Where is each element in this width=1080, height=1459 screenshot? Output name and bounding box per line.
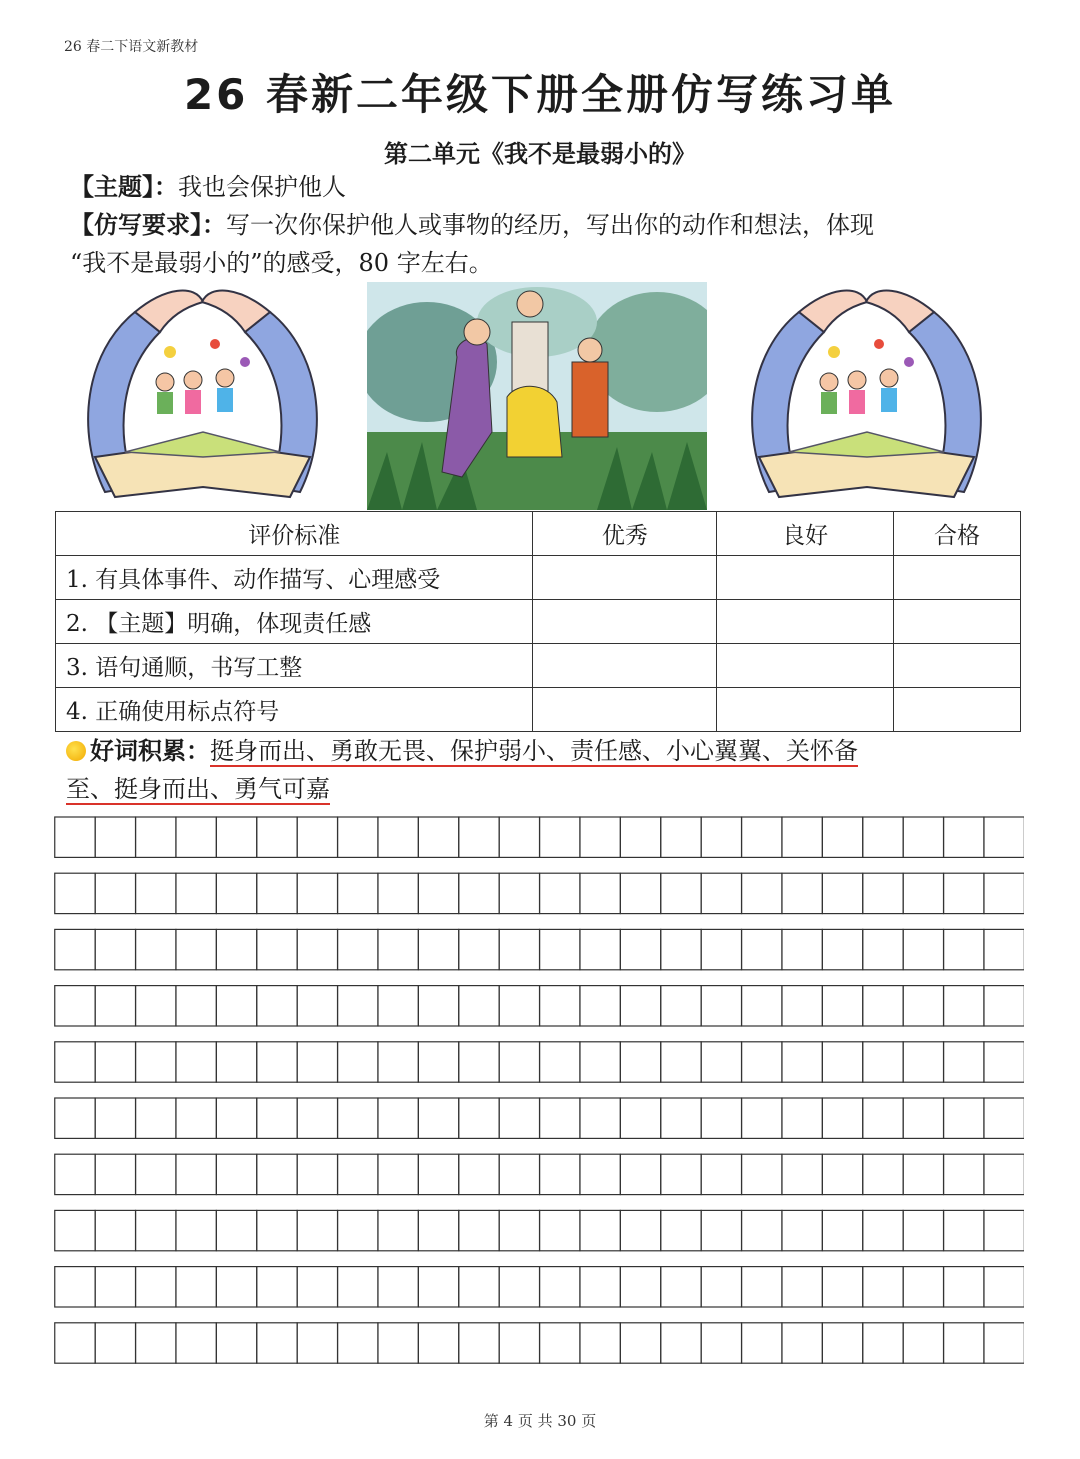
yellow-dot-icon [66, 741, 86, 761]
grid-cell[interactable] [176, 986, 216, 1026]
grid-cell[interactable] [459, 1267, 499, 1307]
page-number: 第 4 页 共 30 页 [483, 1412, 597, 1430]
grid-cell[interactable] [176, 1154, 216, 1194]
excellent-cell[interactable] [533, 644, 717, 688]
grid-cell[interactable] [55, 929, 95, 969]
table-row [56, 600, 1021, 644]
grid-cell[interactable] [944, 1323, 984, 1363]
grid-cell[interactable] [944, 817, 984, 857]
grid-cell[interactable] [822, 1210, 862, 1250]
grid-cell[interactable] [55, 1042, 95, 1082]
header-excellent: 优秀 [533, 512, 717, 556]
grid-cell[interactable] [216, 929, 256, 969]
grid-cell[interactable] [661, 929, 701, 969]
grid-cell[interactable] [540, 1098, 580, 1138]
grid-cell[interactable] [701, 1098, 741, 1138]
grid-cell[interactable] [580, 1210, 620, 1250]
grid-cell[interactable] [95, 1154, 135, 1194]
grid-cell[interactable] [822, 1323, 862, 1363]
grid-cell[interactable] [176, 1267, 216, 1307]
grid-cell[interactable] [297, 1154, 337, 1194]
grid-cell[interactable] [297, 1267, 337, 1307]
grid-cell[interactable] [742, 1154, 782, 1194]
grid-cell[interactable] [55, 1267, 95, 1307]
excellent-cell[interactable] [533, 688, 717, 732]
table-row [56, 644, 1021, 688]
pass-cell[interactable] [894, 688, 1021, 732]
grid-cell[interactable] [782, 1154, 822, 1194]
criterion-text: 4. 正确使用标点符号 [56, 688, 533, 732]
grid-cell[interactable] [822, 1042, 862, 1082]
grid-cell[interactable] [742, 1210, 782, 1250]
grid-cell[interactable] [176, 1210, 216, 1250]
grid-cell[interactable] [863, 986, 903, 1026]
grid-cell[interactable] [580, 1267, 620, 1307]
grid-cell[interactable] [701, 1210, 741, 1250]
good-cell[interactable] [717, 688, 894, 732]
grid-cell[interactable] [903, 929, 943, 969]
grid-cell[interactable] [742, 986, 782, 1026]
grid-cell[interactable] [580, 986, 620, 1026]
grid-row[interactable] [55, 873, 1024, 913]
grid-cell[interactable] [378, 873, 418, 913]
grid-cell[interactable] [984, 873, 1024, 913]
grid-cell[interactable] [95, 986, 135, 1026]
good-cell[interactable] [717, 556, 894, 600]
grid-cell[interactable] [822, 817, 862, 857]
grid-row[interactable] [55, 1210, 1024, 1250]
grid-cell[interactable] [782, 1098, 822, 1138]
grid-cell[interactable] [499, 1210, 539, 1250]
grid-cell[interactable] [782, 1042, 822, 1082]
grid-cell[interactable] [176, 929, 216, 969]
grid-cell[interactable] [257, 1098, 297, 1138]
grid-cell[interactable] [418, 1042, 458, 1082]
grid-cell[interactable] [55, 986, 95, 1026]
grid-cell[interactable] [499, 1042, 539, 1082]
grid-cell[interactable] [742, 1042, 782, 1082]
grid-cell[interactable] [216, 817, 256, 857]
grid-cell[interactable] [782, 1267, 822, 1307]
grid-cell[interactable] [176, 817, 216, 857]
unit-title: 第二单元《我不是最弱小的》 [384, 140, 696, 168]
grid-cell[interactable] [782, 1323, 822, 1363]
grid-cell[interactable] [378, 1323, 418, 1363]
grid-cell[interactable] [540, 1042, 580, 1082]
theme-line [70, 168, 1020, 206]
grid-cell[interactable] [338, 986, 378, 1026]
good-words-label: 好词积累： [90, 737, 210, 765]
grid-cell[interactable] [701, 873, 741, 913]
grid-cell[interactable] [742, 817, 782, 857]
grid-cell[interactable] [944, 1154, 984, 1194]
grid-cell[interactable] [459, 1210, 499, 1250]
grid-cell[interactable] [338, 817, 378, 857]
grid-cell[interactable] [984, 1323, 1024, 1363]
family-forest-illustration [367, 282, 707, 510]
grid-cell[interactable] [620, 1323, 660, 1363]
table-row [56, 688, 1021, 732]
grid-cell[interactable] [95, 1210, 135, 1250]
grid-cell[interactable] [540, 873, 580, 913]
protect-children-illustration-right [739, 282, 994, 504]
pass-cell[interactable] [894, 644, 1021, 688]
grid-cell[interactable] [903, 1042, 943, 1082]
grid-cell[interactable] [378, 986, 418, 1026]
grid-row[interactable] [55, 1323, 1024, 1363]
grid-cell[interactable] [742, 1098, 782, 1138]
theme-text: 我也会保护他人 [178, 173, 346, 201]
grid-cell[interactable] [944, 1042, 984, 1082]
grid-cell[interactable] [822, 873, 862, 913]
evaluation-header-row [56, 512, 1021, 556]
grid-cell[interactable] [540, 929, 580, 969]
grid-cell[interactable] [984, 1210, 1024, 1250]
grid-cell[interactable] [136, 1098, 176, 1138]
grid-cell[interactable] [338, 1323, 378, 1363]
grid-cell[interactable] [95, 817, 135, 857]
grid-row[interactable] [55, 1042, 1024, 1082]
grid-cell[interactable] [903, 817, 943, 857]
criterion-text: 2. 【主题】明确，体现责任感 [56, 600, 533, 644]
grid-cell[interactable] [55, 873, 95, 913]
pass-cell[interactable] [894, 600, 1021, 644]
table-row [56, 556, 1021, 600]
grid-cell[interactable] [944, 1210, 984, 1250]
grid-cell[interactable] [216, 1267, 256, 1307]
grid-cell[interactable] [216, 873, 256, 913]
grid-cell[interactable] [701, 817, 741, 857]
grid-cell[interactable] [378, 1154, 418, 1194]
page-title: 26 春新二年级下册全册仿写练习单 [183, 70, 897, 119]
good-cell[interactable] [717, 600, 894, 644]
grid-cell[interactable] [903, 1267, 943, 1307]
grid-cell[interactable] [55, 1323, 95, 1363]
grid-cell[interactable] [580, 929, 620, 969]
grid-cell[interactable] [257, 1154, 297, 1194]
grid-cell[interactable] [459, 1154, 499, 1194]
grid-cell[interactable] [984, 817, 1024, 857]
grid-cell[interactable] [136, 1210, 176, 1250]
grid-cell[interactable] [136, 1042, 176, 1082]
criterion-text: 3. 语句通顺，书写工整 [56, 644, 533, 688]
grid-cell[interactable] [418, 817, 458, 857]
grid-cell[interactable] [95, 1042, 135, 1082]
protect-children-illustration-left [75, 282, 330, 504]
grid-cell[interactable] [338, 1098, 378, 1138]
grid-cell[interactable] [257, 1042, 297, 1082]
grid-cell[interactable] [257, 817, 297, 857]
good-words-block [66, 732, 1020, 808]
grid-cell[interactable] [338, 873, 378, 913]
grid-cell[interactable] [903, 986, 943, 1026]
grid-cell[interactable] [297, 1323, 337, 1363]
grid-cell[interactable] [257, 1323, 297, 1363]
grid-cell[interactable] [136, 1267, 176, 1307]
grid-cell[interactable] [782, 1210, 822, 1250]
header-criteria: 评价标准 [56, 512, 533, 556]
grid-cell[interactable] [701, 986, 741, 1026]
grid-cell[interactable] [499, 929, 539, 969]
grid-cell[interactable] [620, 817, 660, 857]
grid-cell[interactable] [418, 986, 458, 1026]
grid-cell[interactable] [459, 873, 499, 913]
excellent-cell[interactable] [533, 556, 717, 600]
grid-cell[interactable] [540, 986, 580, 1026]
grid-cell[interactable] [701, 1042, 741, 1082]
grid-cell[interactable] [136, 986, 176, 1026]
grid-cell[interactable] [540, 817, 580, 857]
grid-cell[interactable] [903, 1154, 943, 1194]
grid-cell[interactable] [95, 1098, 135, 1138]
grid-cell[interactable] [95, 873, 135, 913]
grid-cell[interactable] [944, 1098, 984, 1138]
grid-row[interactable] [55, 1154, 1024, 1194]
grid-cell[interactable] [580, 1098, 620, 1138]
grid-cell[interactable] [863, 1210, 903, 1250]
grid-cell[interactable] [742, 1267, 782, 1307]
grid-cell[interactable] [55, 1210, 95, 1250]
grid-cell[interactable] [257, 1267, 297, 1307]
grid-cell[interactable] [661, 873, 701, 913]
grid-cell[interactable] [297, 1210, 337, 1250]
grid-cell[interactable] [863, 873, 903, 913]
grid-cell[interactable] [297, 986, 337, 1026]
header-good: 良好 [717, 512, 894, 556]
grid-cell[interactable] [216, 1098, 256, 1138]
grid-cell[interactable] [620, 1042, 660, 1082]
grid-cell[interactable] [297, 817, 337, 857]
grid-cell[interactable] [55, 817, 95, 857]
grid-cell[interactable] [499, 1323, 539, 1363]
grid-cell[interactable] [378, 1042, 418, 1082]
grid-cell[interactable] [620, 1098, 660, 1138]
grid-cell[interactable] [257, 986, 297, 1026]
grid-cell[interactable] [944, 1267, 984, 1307]
grid-cell[interactable] [701, 1267, 741, 1307]
grid-cell[interactable] [701, 929, 741, 969]
grid-cell[interactable] [984, 1098, 1024, 1138]
grid-cell[interactable] [297, 1042, 337, 1082]
grid-cell[interactable] [95, 929, 135, 969]
grid-cell[interactable] [944, 873, 984, 913]
writing-grid[interactable] [54, 816, 1024, 1412]
grid-cell[interactable] [822, 929, 862, 969]
grid-cell[interactable] [863, 929, 903, 969]
grid-cell[interactable] [338, 1042, 378, 1082]
grid-cell[interactable] [136, 1154, 176, 1194]
grid-cell[interactable] [338, 1154, 378, 1194]
requirement-label: 【仿写要求】： [70, 211, 226, 239]
grid-cell[interactable] [176, 873, 216, 913]
grid-cell[interactable] [378, 929, 418, 969]
grid-cell[interactable] [984, 986, 1024, 1026]
grid-cell[interactable] [378, 1210, 418, 1250]
grid-cell[interactable] [499, 817, 539, 857]
grid-cell[interactable] [742, 873, 782, 913]
grid-cell[interactable] [338, 929, 378, 969]
requirement-line1: 写一次你保护他人或事物的经历，写出你的动作和想法，体现 [226, 211, 874, 239]
grid-cell[interactable] [418, 1267, 458, 1307]
grid-cell[interactable] [540, 1210, 580, 1250]
grid-row[interactable] [55, 929, 1024, 969]
grid-cell[interactable] [499, 873, 539, 913]
grid-cell[interactable] [620, 873, 660, 913]
grid-cell[interactable] [459, 817, 499, 857]
grid-cell[interactable] [661, 1098, 701, 1138]
grid-cell[interactable] [338, 1210, 378, 1250]
grid-cell[interactable] [540, 1267, 580, 1307]
grid-cell[interactable] [136, 873, 176, 913]
grid-cell[interactable] [136, 817, 176, 857]
header-pass: 合格 [894, 512, 1021, 556]
grid-cell[interactable] [176, 1098, 216, 1138]
grid-cell[interactable] [540, 1323, 580, 1363]
grid-cell[interactable] [499, 1267, 539, 1307]
grid-cell[interactable] [297, 1098, 337, 1138]
grid-cell[interactable] [580, 1154, 620, 1194]
grid-cell[interactable] [742, 929, 782, 969]
grid-cell[interactable] [55, 1154, 95, 1194]
grid-cell[interactable] [661, 1154, 701, 1194]
grid-cell[interactable] [863, 1323, 903, 1363]
grid-cell[interactable] [55, 1098, 95, 1138]
grid-cell[interactable] [863, 1154, 903, 1194]
grid-cell[interactable] [216, 1210, 256, 1250]
writing-grid-svg[interactable] [54, 816, 1024, 1408]
grid-cell[interactable] [257, 929, 297, 969]
grid-cell[interactable] [540, 1154, 580, 1194]
grid-cell[interactable] [418, 929, 458, 969]
grid-cell[interactable] [499, 1098, 539, 1138]
grid-cell[interactable] [297, 873, 337, 913]
grid-cell[interactable] [459, 986, 499, 1026]
grid-cell[interactable] [297, 929, 337, 969]
grid-cell[interactable] [459, 1323, 499, 1363]
grid-cell[interactable] [418, 1154, 458, 1194]
grid-cell[interactable] [216, 1042, 256, 1082]
grid-cell[interactable] [822, 1154, 862, 1194]
grid-cell[interactable] [782, 817, 822, 857]
grid-cell[interactable] [459, 1042, 499, 1082]
grid-cell[interactable] [944, 986, 984, 1026]
grid-cell[interactable] [418, 1098, 458, 1138]
grid-cell[interactable] [459, 929, 499, 969]
grid-cell[interactable] [863, 817, 903, 857]
grid-cell[interactable] [418, 873, 458, 913]
grid-cell[interactable] [661, 1323, 701, 1363]
grid-cell[interactable] [742, 1323, 782, 1363]
grid-cell[interactable] [701, 1154, 741, 1194]
grid-cell[interactable] [620, 1154, 660, 1194]
grid-cell[interactable] [216, 1323, 256, 1363]
grid-cell[interactable] [903, 1098, 943, 1138]
grid-cell[interactable] [661, 817, 701, 857]
grid-cell[interactable] [620, 929, 660, 969]
grid-cell[interactable] [944, 929, 984, 969]
grid-cell[interactable] [378, 817, 418, 857]
criterion-text: 1. 有具体事件、动作描写、心理感受 [56, 556, 533, 600]
grid-row[interactable] [55, 1098, 1024, 1138]
grid-cell[interactable] [822, 1267, 862, 1307]
grid-cell[interactable] [984, 929, 1024, 969]
grid-row[interactable] [55, 986, 1024, 1026]
theme-label: 【主题】： [70, 173, 178, 201]
grid-cell[interactable] [95, 1323, 135, 1363]
pass-cell[interactable] [894, 556, 1021, 600]
grid-cell[interactable] [984, 1042, 1024, 1082]
header-note: 26 春二下语文新教材 [64, 39, 199, 55]
grid-cell[interactable] [136, 929, 176, 969]
grid-cell[interactable] [863, 1267, 903, 1307]
excellent-cell[interactable] [533, 600, 717, 644]
grid-cell[interactable] [459, 1098, 499, 1138]
grid-cell[interactable] [782, 873, 822, 913]
good-words-line1: 挺身而出、勇敢无畏、保护弱小、责任感、小心翼翼、关怀备 [210, 737, 858, 765]
grid-cell[interactable] [782, 986, 822, 1026]
grid-cell[interactable] [984, 1154, 1024, 1194]
grid-cell[interactable] [863, 1042, 903, 1082]
grid-cell[interactable] [903, 1323, 943, 1363]
grid-cell[interactable] [257, 1210, 297, 1250]
grid-cell[interactable] [661, 986, 701, 1026]
grid-cell[interactable] [176, 1323, 216, 1363]
grid-cell[interactable] [782, 929, 822, 969]
grid-cell[interactable] [620, 1210, 660, 1250]
grid-cell[interactable] [580, 1042, 620, 1082]
grid-cell[interactable] [499, 986, 539, 1026]
grid-cell[interactable] [822, 1098, 862, 1138]
grid-row[interactable] [55, 1267, 1024, 1307]
grid-cell[interactable] [701, 1323, 741, 1363]
grid-cell[interactable] [136, 1323, 176, 1363]
grid-cell[interactable] [620, 1267, 660, 1307]
grid-cell[interactable] [661, 1210, 701, 1250]
requirement-block [70, 206, 1020, 282]
grid-cell[interactable] [580, 1323, 620, 1363]
grid-cell[interactable] [338, 1267, 378, 1307]
grid-cell[interactable] [984, 1267, 1024, 1307]
grid-cell[interactable] [216, 986, 256, 1026]
evaluation-table [55, 511, 1021, 732]
grid-cell[interactable] [580, 817, 620, 857]
grid-row[interactable] [55, 817, 1024, 857]
grid-cell[interactable] [863, 1098, 903, 1138]
good-words-line2: 至、挺身而出、勇气可嘉 [66, 775, 330, 803]
grid-cell[interactable] [903, 873, 943, 913]
grid-cell[interactable] [378, 1267, 418, 1307]
grid-cell[interactable] [176, 1042, 216, 1082]
grid-cell[interactable] [822, 986, 862, 1026]
grid-cell[interactable] [257, 873, 297, 913]
grid-cell[interactable] [580, 873, 620, 913]
grid-cell[interactable] [903, 1210, 943, 1250]
grid-cell[interactable] [661, 1042, 701, 1082]
grid-cell[interactable] [418, 1323, 458, 1363]
grid-cell[interactable] [418, 1210, 458, 1250]
requirement-line2: “我不是最弱小的”的感受，80 字左右。 [70, 249, 493, 277]
good-cell[interactable] [717, 644, 894, 688]
grid-cell[interactable] [499, 1154, 539, 1194]
grid-cell[interactable] [95, 1267, 135, 1307]
grid-cell[interactable] [620, 986, 660, 1026]
grid-cell[interactable] [378, 1098, 418, 1138]
grid-cell[interactable] [661, 1267, 701, 1307]
grid-cell[interactable] [216, 1154, 256, 1194]
